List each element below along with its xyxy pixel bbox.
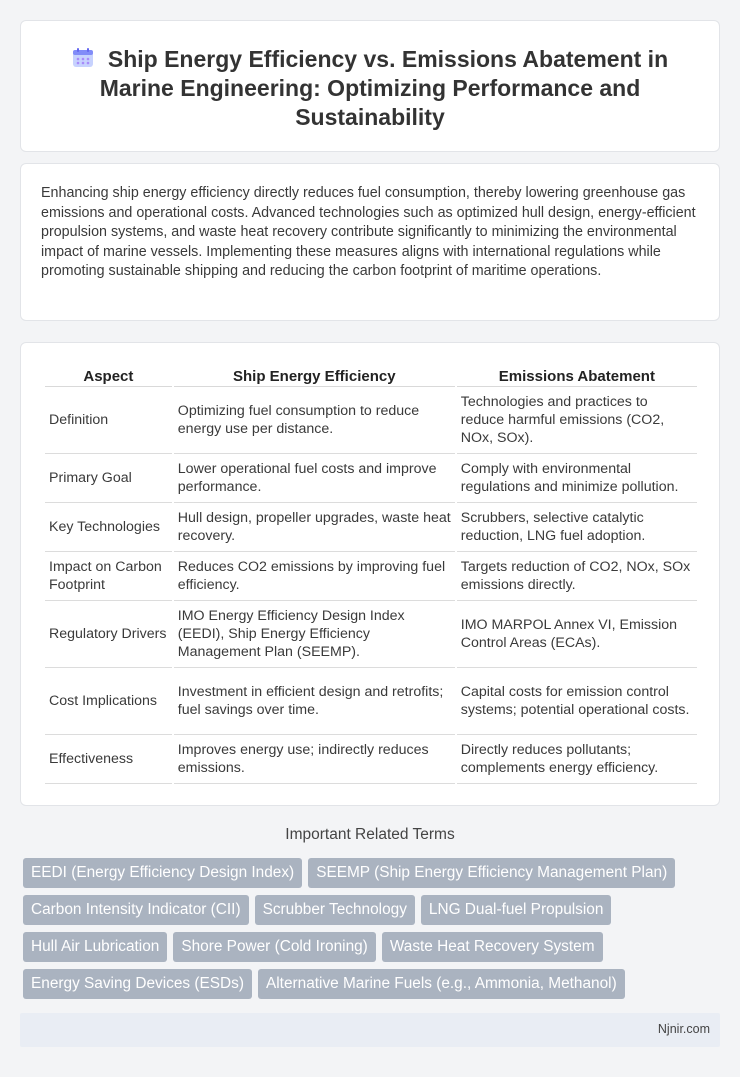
footer-site-name[interactable]: Njnir.com [657,1022,710,1036]
table-cell-aspect: Regulatory Drivers [45,601,172,668]
table-cell: Investment in efficient design and retrofits; fuel savings over time. [174,668,455,735]
table-cell: Lower operational fuel costs and improve performance. [174,454,455,503]
table-cell: Technologies and practices to reduce harmful emissions (CO2, NOx, SOx). [457,387,697,454]
table-cell: Targets reduction of CO2, NOx, SOx emissions directly. [457,552,697,601]
tag-row [23,932,723,969]
page-title [61,45,679,132]
related-terms-heading: Important Related Terms [285,826,455,843]
column-header-emissions-abatement: Emissions Abatement [457,365,697,387]
table-cell: IMO Energy Efficiency Design Index (EEDI), Ship Energy Efficiency Management Plan (SEEMP). [174,601,455,668]
table-cell-aspect: Effectiveness [45,735,172,784]
calendar-icon [72,48,94,68]
tag-alternative-marine-fuels[interactable]: Alternative Marine Fuels (e.g., Ammonia, Methanol) [258,969,625,999]
table-cell-aspect: Primary Goal [45,454,172,503]
title-card [20,20,720,152]
table-cell-aspect: Definition [45,387,172,454]
table-row [45,387,697,454]
table-row [45,454,697,503]
intro-paragraph: Enhancing ship energy efficiency directly reduces fuel consumption, thereby lowering greenhouse gas emissions and operational costs. Advanced technologies such as optimized hull design, energy-efficient propulsion systems, and waste heat recovery contribute significantly to minimizing the environmental impact of marine vessels. Implementing these measures aligns with international regulations while promoting sustainable shipping and reducing the carbon footprint of maritime operations. [41,185,696,280]
column-header-energy-efficiency: Ship Energy Efficiency [174,365,455,387]
table-cell: Capital costs for emission control systems; potential operational costs. [457,668,697,735]
page-title-text: Ship Energy Efficiency vs. Emissions Abatement in Marine Engineering: Optimizing Performance and Sustainability [99,46,669,130]
table-row [45,601,697,668]
tag-waste-heat-recovery[interactable]: Waste Heat Recovery System [382,932,603,962]
comparison-table-card [20,342,720,806]
tag-eedi[interactable]: EEDI (Energy Efficiency Design Index) [23,858,302,888]
table-cell: Optimizing fuel consumption to reduce energy use per distance. [174,387,455,454]
tag-row [23,969,723,1006]
tag-energy-saving-devices[interactable]: Energy Saving Devices (ESDs) [23,969,252,999]
table-cell: Directly reduces pollutants; complements energy efficiency. [457,735,697,784]
tag-scrubber-technology[interactable]: Scrubber Technology [255,895,415,925]
table-cell-aspect: Impact on Carbon Footprint [45,552,172,601]
table-row [45,552,697,601]
tag-shore-power[interactable]: Shore Power (Cold Ironing) [173,932,375,962]
table-row [45,668,697,735]
tag-cii[interactable]: Carbon Intensity Indicator (CII) [23,895,249,925]
table-cell: Hull design, propeller upgrades, waste heat recovery. [174,503,455,552]
table-row [45,735,697,784]
table-cell: Reduces CO2 emissions by improving fuel efficiency. [174,552,455,601]
table-cell: Improves energy use; indirectly reduces emissions. [174,735,455,784]
table-cell-aspect: Key Technologies [45,503,172,552]
comparison-table [43,365,699,784]
tag-row [23,858,723,895]
column-header-aspect: Aspect [45,365,172,387]
tag-row [23,895,723,932]
table-header-row [45,365,697,387]
table-row [45,503,697,552]
tag-hull-air-lubrication[interactable]: Hull Air Lubrication [23,932,167,962]
table-cell-aspect: Cost Implications [45,668,172,735]
tag-lng-dual-fuel[interactable]: LNG Dual-fuel Propulsion [421,895,612,925]
table-cell: Scrubbers, selective catalytic reduction, LNG fuel adoption. [457,503,697,552]
related-terms-list [23,858,723,1006]
table-cell: IMO MARPOL Annex VI, Emission Control Areas (ECAs). [457,601,697,668]
tag-seemp[interactable]: SEEMP (Ship Energy Efficiency Management Plan) [308,858,675,888]
table-cell: Comply with environmental regulations and minimize pollution. [457,454,697,503]
footer [20,1013,720,1047]
intro-card [20,163,720,321]
